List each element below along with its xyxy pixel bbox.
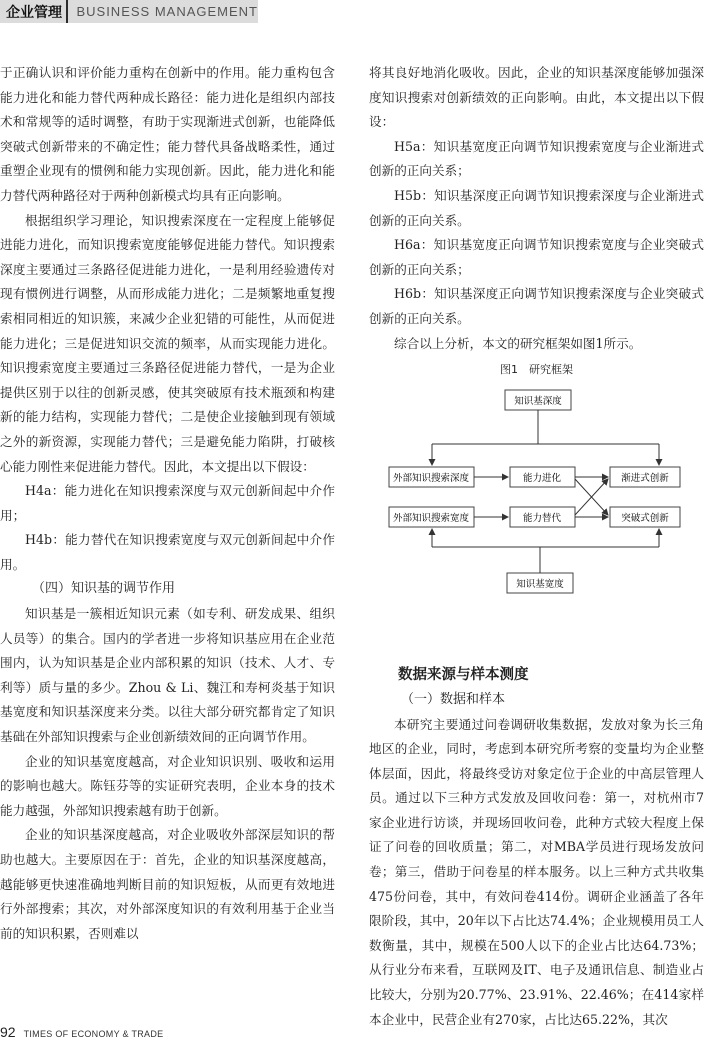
box-kb-breadth bbox=[507, 573, 573, 593]
svg-text:能力进化: 能力进化 bbox=[522, 472, 562, 484]
svg-text:渐进式创新: 渐进式创新 bbox=[621, 472, 669, 484]
research-framework-diagram bbox=[369, 387, 704, 627]
figure-title: 图1 研究框架 bbox=[500, 363, 573, 377]
section-title-en: BUSINESS MANAGEMENT bbox=[76, 4, 258, 19]
box-search-depth bbox=[389, 467, 474, 487]
box-capability-evolution bbox=[510, 467, 575, 487]
hypothesis-h5b: H5b：知识基深度正向调节知识搜索深度与企业渐进式创新的正向关系。 bbox=[369, 187, 704, 228]
section-title-cn: 企业管理 bbox=[6, 4, 62, 21]
page-number: 92 bbox=[0, 1024, 16, 1040]
hypothesis-h4a: H4a：能力进化在知识搜索深度与双元创新间起中介作用； bbox=[0, 483, 335, 523]
hypothesis-h4b: H4b：能力替代在知识搜索宽度与双元创新间起中介作用。 bbox=[0, 532, 335, 572]
svg-text:外部知识搜索宽度: 外部知识搜索宽度 bbox=[392, 512, 470, 524]
paragraph: 将其良好地消化吸收。因此，企业的知识基深度能够加强深度知识搜索对创新绩效的正向影响。由此，本文提出以下假设： bbox=[369, 65, 704, 130]
section-header bbox=[0, 0, 258, 23]
svg-text:知识基宽度: 知识基宽度 bbox=[516, 578, 564, 590]
left-column bbox=[0, 61, 335, 946]
hypothesis-h5a: H5a：知识基宽度正向调节知识搜索宽度与企业渐进式创新的正向关系； bbox=[369, 138, 704, 179]
section-heading: （四）知识基的调节作用 bbox=[32, 581, 176, 597]
svg-text:能力替代: 能力替代 bbox=[522, 512, 562, 524]
paragraph: 根据组织学习理论，知识搜索深度在一定程度上能够促进能力进化，而知识搜索宽度能够促进能力替代。知识搜索深度主要通过三条路径促进能力进化，一是利用经验遗传对现有惯例进行调整，从而形成能力进化；二是频繁地重复搜索相同相近的知识簇，来减少企业犯错的可能性，从而促进能力进化；三是促进知识交流的频率，从而实现能力进化。知识搜索宽度主要通过三条路径促进能力替代，一是为企业提供区别于以往的创新灵感，使其突破原有技术瓶颈和构建新的能力结构，实现能力替代；二是使企业接触到现有领域之外的新资源，实现能力替代；三是避免能力陷阱，打破核心能力刚性来促进能力替代。因此，本文提出以下假设： bbox=[0, 212, 335, 474]
paragraph: 企业的知识基深度越高，对企业吸收外部深层知识的帮助也越大。主要原因在于：首先，企业的知识基深度越高，越能够更快速准确地判断目前的知识短板，从而更有效地进行外部搜索；其次，对外部深度知识的有效利用基于企业当前的知识积累，否则难以 bbox=[0, 827, 335, 941]
paragraph: 综合以上分析，本文的研究框架如图1所示。 bbox=[394, 335, 642, 351]
box-capability-substitution bbox=[510, 507, 575, 527]
box-kb-depth bbox=[505, 390, 571, 410]
hypothesis-h6b: H6b：知识基深度正向调节知识搜索深度与企业突破式创新的正向关系。 bbox=[369, 286, 704, 326]
paragraph: 于正确认识和评价能力重构在创新中的作用。能力重构包含能力进化和能力替代两种成长路径：能力进化是组织内部技术和常规等的适时调整，有助于实现渐进式创新，也能降低突破式创新带来的不确定性；能力替代具备战略柔性，通过重塑企业现有的惯例和能力实现创新。因此，能力进化和能力替代两种路径对于两种创新模式均具有正向影响。 bbox=[0, 65, 335, 203]
paragraph: 本研究主要通过问卷调研收集数据，发放对象为长三角地区的企业，同时，考虑到本研究所考察的变量均为企业整体层面，因此，将最终受访对象定位于企业的中高层管理人员。通过以下三种方式发放及回收问卷：第一，对杭州市7家企业进行访谈，并现场回收问卷，此种方式较大程度上保证了问卷的回收质量；第二，对MBA学员进行现场发放问卷；第三，借助于问卷星的样本服务。以上三种方式共收集475份问卷，其中，有效问卷414份。调研企业涵盖了各年限阶段，其中，20年以下占比达74.4%；企业规模用员工人数衡量，其中，规模在500人以下的企业占比达64.73%；从行业分布来看，互联网及IT、电子及通讯信息、制造业占比较大，分别为20.77%、23.91%、22.46%；在414家样本企业中，民营企业有270家，占比达65.22%，其次 bbox=[369, 716, 704, 1027]
svg-text:知识基深度: 知识基深度 bbox=[514, 395, 562, 407]
paragraph: 企业的知识基宽度越高，对企业知识识别、吸收和运用的影响也越大。陈钰芬等的实证研究表明，企业本身的技术能力越强，外部知识搜索越有助于创新。 bbox=[0, 753, 335, 818]
section-heading-major: 数据来源与样本测度 bbox=[398, 667, 529, 684]
right-column bbox=[369, 61, 704, 1032]
page-footer bbox=[0, 1024, 163, 1040]
svg-text:突破式创新: 突破式创新 bbox=[621, 512, 669, 524]
box-incremental-innovation bbox=[610, 467, 680, 487]
box-search-breadth bbox=[389, 507, 474, 527]
box-radical-innovation bbox=[610, 507, 680, 527]
journal-name: TIMES OF ECONOMY & TRADE bbox=[23, 1029, 164, 1039]
svg-text:外部知识搜索深度: 外部知识搜索深度 bbox=[392, 472, 470, 484]
subsection-heading: （一）数据和样本 bbox=[401, 691, 506, 707]
hypothesis-h6a: H6a：知识基宽度正向调节知识搜索宽度与企业突破式创新的正向关系； bbox=[369, 237, 704, 277]
paragraph: 知识基是一簇相近知识元素（如专利、研发成果、组织人员等）的集合。国内的学者进一步将知识基应用在企业范围内，认为知识基是企业内部积累的知识（技术、人才、专利等）质与量的多少。Zhou & Li、魏江和寿柯炎基于知识基宽度和知识基深度来分类。以往大部分研究都肯定了知识基础在外部知识搜索与企业创新绩效间的正向调节作用。 bbox=[0, 606, 335, 745]
diagram-connectors bbox=[432, 410, 659, 573]
